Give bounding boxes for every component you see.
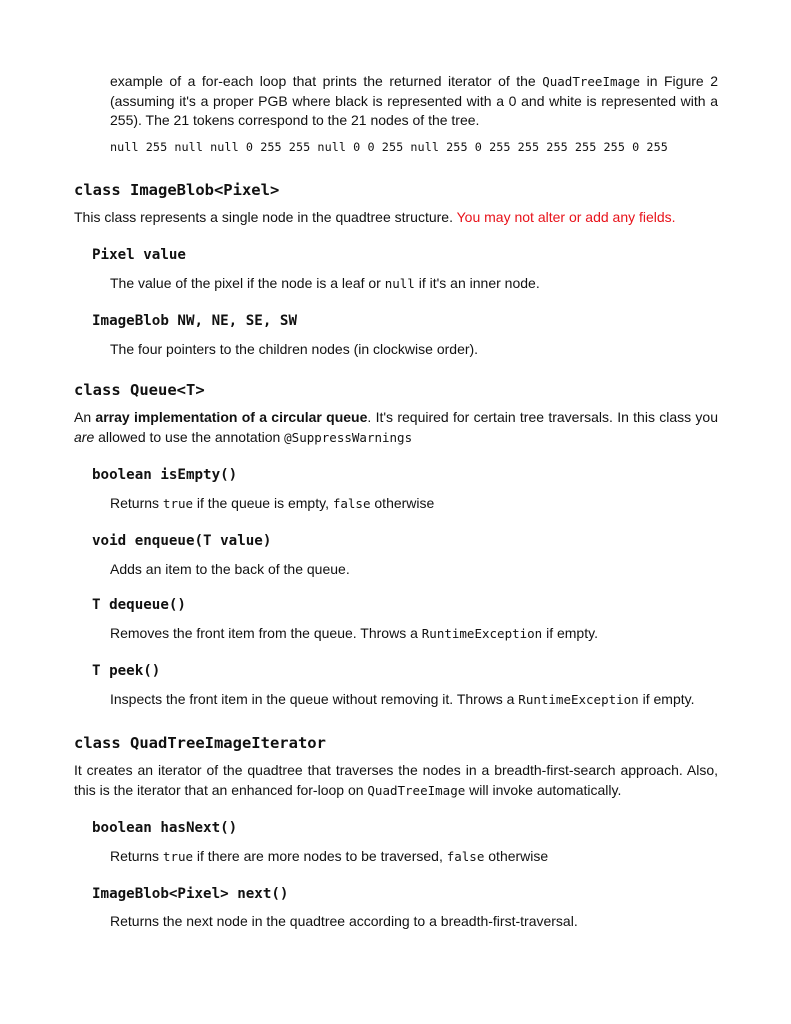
queue-class-header: class Queue<T> — [74, 381, 205, 399]
member-next-desc: Returns the next node in the quadtree according to a breadth-first-traversal. — [110, 913, 578, 929]
desc-code: RuntimeException — [518, 692, 639, 707]
desc-text: if the queue is empty, — [193, 495, 333, 511]
desc-code: false — [332, 496, 371, 511]
member-hasnext: boolean hasNext() — [92, 820, 238, 836]
desc-text: otherwise — [484, 848, 549, 864]
desc-code: false — [446, 849, 485, 864]
desc-text: if empty. — [542, 625, 598, 641]
imageblob-class-header: class ImageBlob<Pixel> — [74, 181, 280, 199]
desc-text: It creates an iterator of the quadtree that traverses the nodes in a breadth-first-search approach. Also, this is the iterator that an enhanced for-loop on — [74, 762, 718, 798]
desc-code: true — [162, 849, 194, 864]
desc-code: QuadTreeImage — [367, 782, 466, 798]
desc-text: will invoke automatically. — [465, 781, 622, 798]
intro-paragraph — [110, 72, 718, 131]
imageblob-desc-text: This class represents a single node in the quadtree structure. — [74, 209, 457, 225]
intro-text-2: in Figure 2 (assuming it's a proper PGB where black is represented with a 0 and white is represented with a 255). The 21 tokens correspond to the 21 nodes of the tree. — [110, 73, 718, 128]
desc-bold: array implementation of a circular queue — [95, 409, 368, 425]
iterator-class-header: class QuadTreeImageIterator — [74, 734, 326, 752]
member-dequeue-desc — [110, 624, 718, 643]
member-isempty: boolean isEmpty() — [92, 467, 238, 483]
desc-text: Returns — [110, 848, 163, 864]
member-peek: T peek() — [92, 663, 161, 679]
desc-text: . It's required for certain tree traversals. In this class you — [367, 409, 718, 425]
desc-text: Inspects the front item in the queue without removing it. Throws a — [110, 691, 519, 707]
member-enqueue: void enqueue(T value) — [92, 533, 272, 549]
member-enqueue-desc: Adds an item to the back of the queue. — [110, 561, 350, 577]
desc-code: null — [384, 276, 415, 291]
token-output: null 255 null null 0 255 255 null 0 0 255 null 255 0 255 255 255 255 255 0 255 — [110, 140, 668, 154]
desc-text: Removes the front item from the queue. Throws a — [110, 625, 422, 641]
queue-description — [74, 408, 718, 447]
desc-text: if it's an inner node. — [414, 275, 540, 291]
imageblob-description — [74, 208, 718, 228]
desc-text: if there are more nodes to be traversed, — [193, 848, 447, 864]
imageblob-warning: You may not alter or add any fields. — [456, 209, 676, 225]
intro-code-quadtreeimage: QuadTreeImage — [542, 74, 641, 89]
desc-code: true — [162, 496, 194, 511]
desc-text: The value of the pixel if the node is a leaf or — [110, 275, 385, 291]
desc-text: Returns — [110, 495, 163, 511]
desc-code: RuntimeException — [421, 626, 543, 641]
member-hasnext-desc — [110, 847, 718, 866]
member-dequeue: T dequeue() — [92, 597, 186, 613]
member-next: ImageBlob<Pixel> next() — [92, 886, 289, 902]
member-peek-desc — [110, 690, 718, 709]
desc-code: @SuppressWarnings — [284, 429, 413, 445]
desc-text: otherwise — [370, 495, 435, 511]
desc-text: if empty. — [638, 691, 695, 707]
desc-emphasis: are — [74, 428, 95, 445]
member-children-pointers-desc: The four pointers to the children nodes (in clockwise order). — [110, 341, 479, 357]
desc-text: allowed to use the annotation — [94, 428, 285, 445]
intro-text-1: example of a for-each loop that prints the returned iterator of the — [110, 73, 543, 89]
desc-text: An — [74, 409, 96, 425]
member-pixel-value: Pixel value — [92, 247, 186, 263]
member-pixel-value-desc — [110, 274, 718, 293]
iterator-description — [74, 761, 718, 800]
member-children-pointers: ImageBlob NW, NE, SE, SW — [92, 313, 297, 329]
member-isempty-desc — [110, 494, 718, 513]
